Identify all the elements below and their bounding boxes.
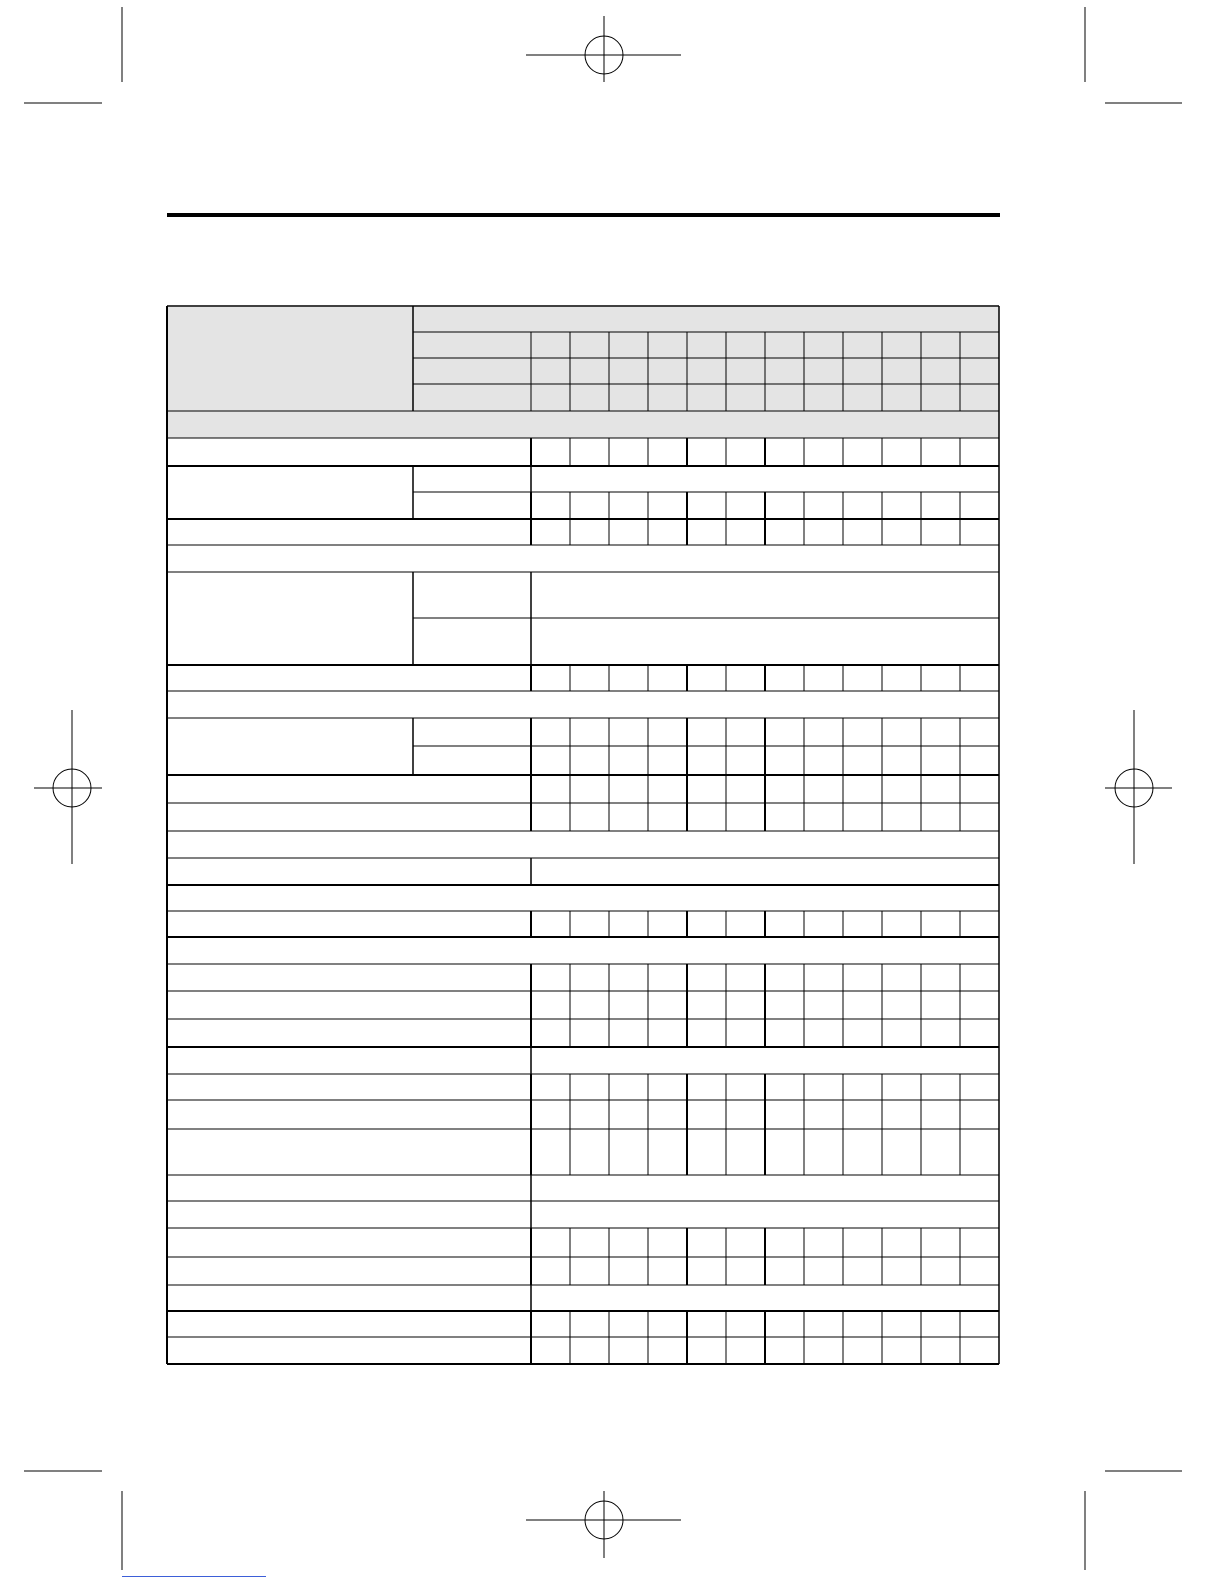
- section-header-row: [168, 411, 999, 438]
- table-header: [168, 307, 999, 411]
- footer-link-underline[interactable]: [122, 1576, 266, 1577]
